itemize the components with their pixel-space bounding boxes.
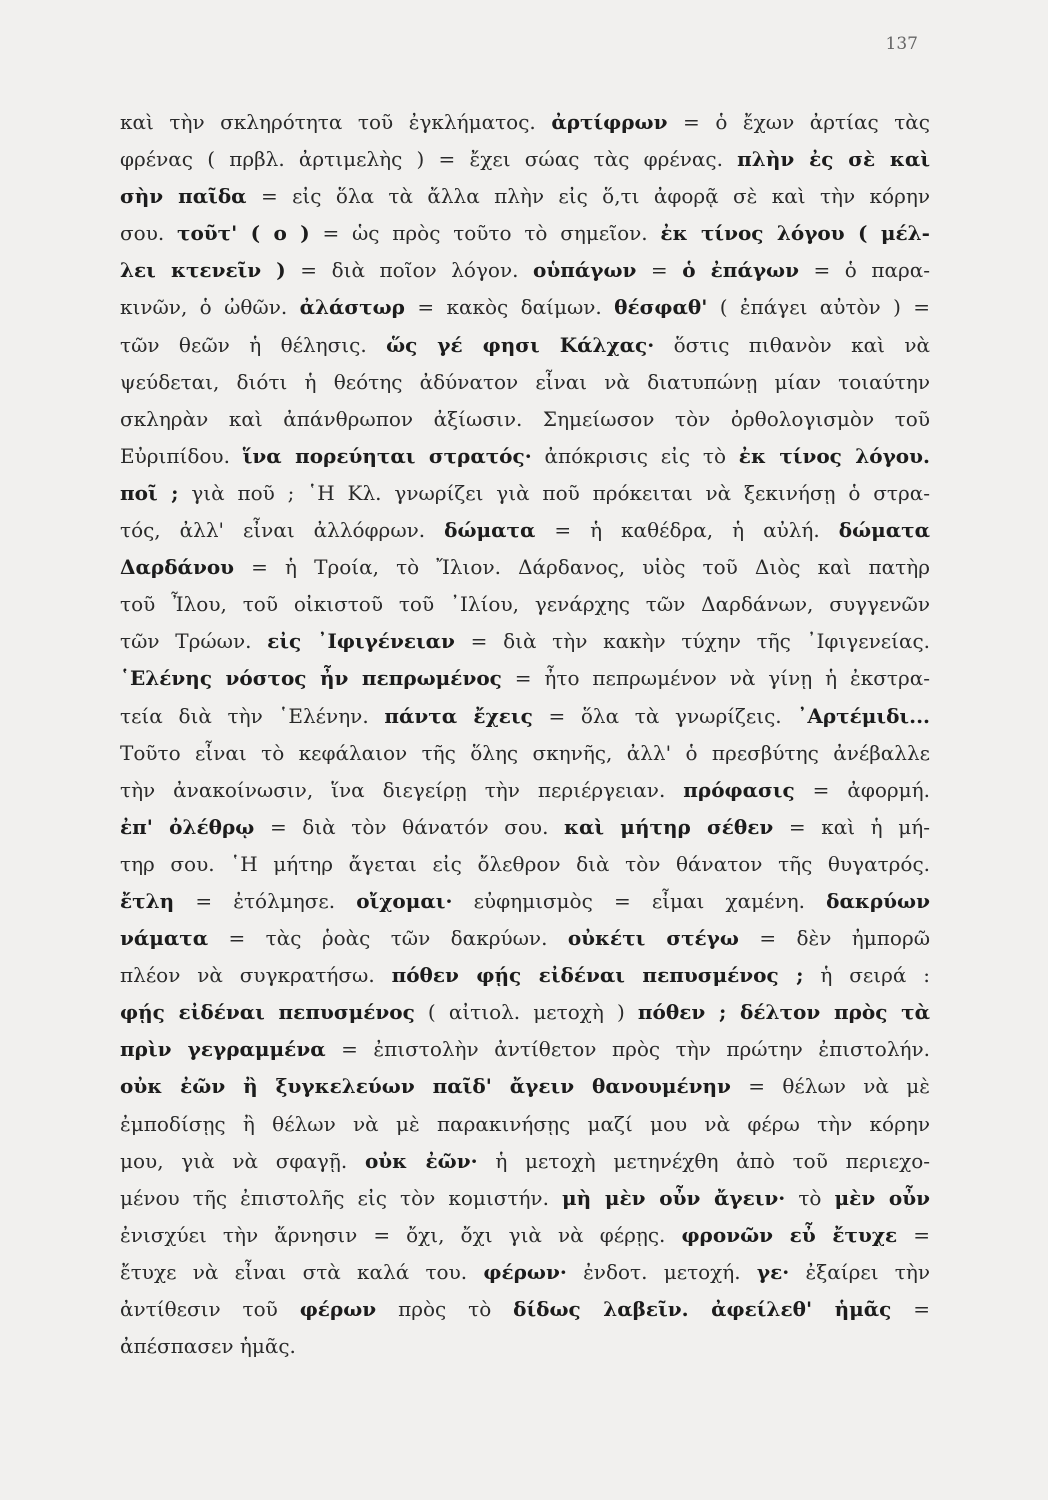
gloss-text: Εὐριπίδου. xyxy=(120,443,243,468)
lemma-term: πρόφασις xyxy=(683,777,795,802)
gloss-text: ὅστις πιθανὸν καὶ νὰ xyxy=(654,332,930,357)
lemma-term: δώματα xyxy=(444,518,536,543)
lemma-term: ῾Ελένης νόστος ἦν πεπρωμένος xyxy=(120,666,502,691)
lemma-term: γε· xyxy=(756,1259,790,1284)
gloss-text: ἀπέσπασεν ἡμᾶς. xyxy=(120,1334,296,1359)
gloss-text: ( ἐπάγει αὐτὸν ) = xyxy=(707,295,930,320)
gloss-text: φρένας ( πρβλ. ἀρτιμελὴς ) = ἔχει σώας τὰς φρένας. xyxy=(120,147,738,172)
gloss-text: ἔτυχε νὰ εἶναι στὰ καλά του. xyxy=(120,1259,484,1284)
gloss-text: = εἰς ὅλα τὰ ἄλλα πλὴν εἰς ὅ,τι ἀφορᾷ σὲ καὶ τὴν κόρην xyxy=(246,184,930,209)
text-line xyxy=(120,698,930,735)
lemma-term: δακρύων xyxy=(826,888,930,913)
commentary-text xyxy=(120,104,930,1365)
lemma-term: ὥς γέ φησι Κάλχας· xyxy=(386,332,655,357)
text-line xyxy=(120,1328,930,1365)
lemma-term: δίδως λαβεῖν. ἀφείλεθ' ἡμᾶς xyxy=(513,1297,892,1321)
lemma-term: Δαρδάνου xyxy=(120,555,235,580)
gloss-text: τηρ σου. ῾Η μήτηρ ἄγεται εἰς ὄλεθρον διὰ τὸν θάνατον τῆς θυγατρός. xyxy=(120,851,930,876)
lemma-term: τοῦτ' ( ο ) xyxy=(177,221,310,246)
text-line xyxy=(120,1291,930,1328)
gloss-text: = ἐτόλμησε. xyxy=(174,888,357,913)
gloss-text: = xyxy=(636,258,683,283)
text-line xyxy=(120,957,930,994)
gloss-text: τοῦ Ἶλου, τοῦ οἰκιστοῦ τοῦ ᾽Ιλίου, γενάρχης τῶν Δαρδάνων, συγγενῶν xyxy=(120,592,930,617)
text-line xyxy=(120,104,930,141)
gloss-text: = ὅλα τὰ γνωρίζεις. xyxy=(532,703,798,728)
gloss-text: τός, ἀλλ' εἶναι ἀλλόφρων. xyxy=(120,518,445,543)
lemma-term: ἀρτίφρων xyxy=(551,110,668,134)
text-line xyxy=(120,364,930,401)
text-line xyxy=(120,809,930,846)
gloss-text: = ἐπιστολὴν ἀντίθετον πρὸς τὴν πρώτην ἐπιστολήν. xyxy=(325,1037,930,1062)
text-line xyxy=(120,549,930,586)
gloss-text: ἐμποδίσῃς ἢ θέλων νὰ μὲ παρακινήσῃς μαζί μου νὰ φέρω τὴν κόρην xyxy=(120,1111,930,1136)
gloss-text: = ὁ παρα- xyxy=(798,258,931,283)
lemma-term: φρονῶν εὖ ἔτυχε xyxy=(681,1222,898,1247)
gloss-text: τῶν θεῶν ἡ θέλησις. xyxy=(120,332,387,357)
text-line xyxy=(120,920,930,957)
gloss-text: ἐνδοτ. μετοχή. xyxy=(566,1259,757,1284)
gloss-text: εὐφημισμὸς = εἶμαι χαμένη. xyxy=(452,888,827,913)
gloss-text: μου, γιὰ νὰ σφαγῇ. xyxy=(120,1148,365,1173)
gloss-text: = διὰ ποῖον λόγον. xyxy=(285,258,533,283)
lemma-term: ἵνα πορεύηται στρατός· xyxy=(242,443,532,468)
gloss-text: = ὁ ἔχων ἀρτίας τὰς xyxy=(667,110,930,134)
gloss-text: καὶ τὴν σκληρότητα τοῦ ἐγκλήματος. xyxy=(120,110,552,134)
text-line xyxy=(120,660,930,697)
lemma-term: ἔτλη xyxy=(120,888,175,913)
lemma-term: πόθεν ; δέλτον πρὸς τὰ xyxy=(637,1000,930,1025)
text-line xyxy=(120,1217,930,1254)
lemma-term: εἰς ᾽Ιφιγένειαν xyxy=(267,629,455,654)
gloss-text: ( αἰτιολ. μετοχὴ ) xyxy=(414,1000,638,1025)
gloss-text: πρὸς τὸ xyxy=(376,1297,514,1321)
lemma-term: φέρων xyxy=(299,1297,377,1321)
gloss-text: ἀπόκρισις εἰς τὸ xyxy=(531,443,739,468)
gloss-text: ψεύδεται, διότι ἡ θεότης ἀδύνατον εἶναι νὰ διατυπώνῃ μίαν τοιαύτην xyxy=(120,369,930,394)
text-line xyxy=(120,178,930,215)
gloss-text: = κακὸς δαίμων. xyxy=(404,295,615,320)
gloss-text: = ὡς πρὸς τοῦτο τὸ σημεῖον. xyxy=(309,221,661,246)
gloss-text: ἀντίθεσιν τοῦ xyxy=(120,1297,300,1321)
gloss-text: = xyxy=(897,1222,930,1247)
gloss-text: = θέλων νὰ μὲ xyxy=(730,1074,930,1099)
gloss-text: = xyxy=(891,1297,930,1321)
text-line xyxy=(120,141,930,178)
lemma-term: οὐκ ἐῶν ἢ ξυγκελεύων παῖδ' ἄγειν θανουμένην xyxy=(120,1074,731,1099)
lemma-term: νάματα xyxy=(120,926,209,951)
text-line xyxy=(120,1254,930,1291)
text-line xyxy=(120,994,930,1031)
text-line xyxy=(120,883,930,920)
text-line xyxy=(120,438,930,475)
lemma-term: ποῖ ; xyxy=(120,480,179,505)
lemma-term: σὴν παῖδα xyxy=(120,184,247,209)
gloss-text: πλέον νὰ συγκρατήσω. xyxy=(120,963,392,988)
lemma-term: φέρων· xyxy=(483,1259,567,1284)
gloss-text: = δὲν ἠμπορῶ xyxy=(738,926,931,951)
gloss-text: ἡ σειρά : xyxy=(803,963,930,988)
text-line xyxy=(120,289,930,326)
text-line xyxy=(120,623,930,660)
lemma-term: ἐκ τίνος λόγου ( μέλ- xyxy=(660,221,930,246)
gloss-text: Τοῦτο εἶναι τὸ κεφάλαιον τῆς ὅλης σκηνῆς, ἀλλ' ὁ πρεσβύτης ἀνέβαλλε xyxy=(120,740,930,765)
text-line xyxy=(120,327,930,364)
text-line xyxy=(120,252,930,289)
gloss-text: ἐξαίρει τὴν xyxy=(789,1259,931,1284)
text-line xyxy=(120,512,930,549)
text-line xyxy=(120,846,930,883)
gloss-text: = διὰ τὸν θάνατόν σου. xyxy=(254,814,565,839)
gloss-text: ἐνισχύει τὴν ἄρνησιν = ὄχι, ὄχι γιὰ νὰ φέρῃς. xyxy=(120,1222,682,1247)
text-line xyxy=(120,1143,930,1180)
lemma-term: ὁ ἐπάγων xyxy=(682,258,799,283)
text-line xyxy=(120,401,930,438)
gloss-text: = καὶ ἡ μή- xyxy=(773,814,931,839)
gloss-text: = τὰς ῥοὰς τῶν δακρύων. xyxy=(208,926,568,951)
gloss-text: γιὰ ποῦ ; ῾Η Κλ. γνωρίζει γιὰ ποῦ πρόκειται νὰ ξεκινήσῃ ὁ στρα- xyxy=(178,480,930,505)
text-line xyxy=(120,1106,930,1143)
lemma-term: μὴ μὲν οὖν ἄγειν· xyxy=(562,1185,786,1210)
lemma-term: πρὶν γεγραμμένα xyxy=(120,1037,326,1062)
text-line xyxy=(120,586,930,623)
text-line xyxy=(120,215,930,252)
text-line xyxy=(120,772,930,809)
lemma-term: οἴχομαι· xyxy=(356,888,453,913)
lemma-term: οὑπάγων xyxy=(533,258,637,283)
gloss-text: τεία διὰ τὴν ῾Ελένην. xyxy=(120,703,385,728)
lemma-term: ἐκ τίνος λόγου. xyxy=(738,443,930,468)
lemma-term: ἀλάστωρ xyxy=(299,295,405,320)
gloss-text: κινῶν, ὁ ὠθῶν. xyxy=(120,295,300,320)
text-line xyxy=(120,1180,930,1217)
lemma-term: λει κτενεῖν ) xyxy=(120,258,286,283)
lemma-term: οὐκέτι στέγω xyxy=(567,926,739,951)
lemma-term: θέσφαθ' xyxy=(614,295,708,320)
gloss-text: ἡ μετοχὴ μετηνέχθη ἀπὸ τοῦ περιεχο- xyxy=(477,1148,931,1173)
gloss-text: = ἡ καθέδρα, ἡ αὐλή. xyxy=(535,518,839,543)
lemma-term: καὶ μήτηρ σέθεν xyxy=(564,814,774,839)
text-line xyxy=(120,735,930,772)
gloss-text: τὴν ἀνακοίνωσιν, ἵνα διεγείρῃ τὴν περιέργειαν. xyxy=(120,777,684,802)
lemma-term: πάντα ἔχεις xyxy=(384,703,533,728)
gloss-text: σου. xyxy=(120,221,177,246)
lemma-term: δώματα xyxy=(838,518,930,543)
lemma-term: οὐκ ἐῶν· xyxy=(364,1148,478,1173)
lemma-term: πόθεν φῄς εἰδέναι πεπυσμένος ; xyxy=(391,963,804,988)
gloss-text: = ἡ Τροία, τὸ Ἴλιον. Δάρδανος, υἱὸς τοῦ Διὸς καὶ πατὴρ xyxy=(234,555,930,580)
gloss-text: = διὰ τὴν κακὴν τύχην τῆς ᾽Ιφιγενείας. xyxy=(454,629,931,654)
gloss-text: σκληρὰν καὶ ἀπάνθρωπον ἀξίωσιν. Σημείωσον τὸν ὀρθολογισμὸν τοῦ xyxy=(120,406,930,431)
gloss-text: τὸ xyxy=(785,1185,835,1210)
gloss-text: = ἦτο πεπρωμένον νὰ γίνῃ ἡ ἐκστρα- xyxy=(501,666,930,691)
lemma-term: ᾽Αρτέμιδι... xyxy=(797,703,930,728)
lemma-term: φῄς εἰδέναι πεπυσμένος xyxy=(120,1000,415,1025)
lemma-term: ἐπ' ὀλέθρῳ xyxy=(120,814,255,839)
gloss-text: τῶν Τρώων. xyxy=(120,629,268,654)
lemma-term: πλὴν ἐς σὲ καὶ xyxy=(737,147,930,172)
text-line xyxy=(120,1031,930,1068)
text-line xyxy=(120,1068,930,1105)
gloss-text: = ἀφορμή. xyxy=(794,777,930,802)
lemma-term: μὲν οὖν xyxy=(834,1185,930,1210)
text-line xyxy=(120,475,930,512)
page-number: 137 xyxy=(885,34,918,54)
gloss-text: μένου τῆς ἐπιστολῆς εἰς τὸν κομιστήν. xyxy=(120,1185,563,1210)
